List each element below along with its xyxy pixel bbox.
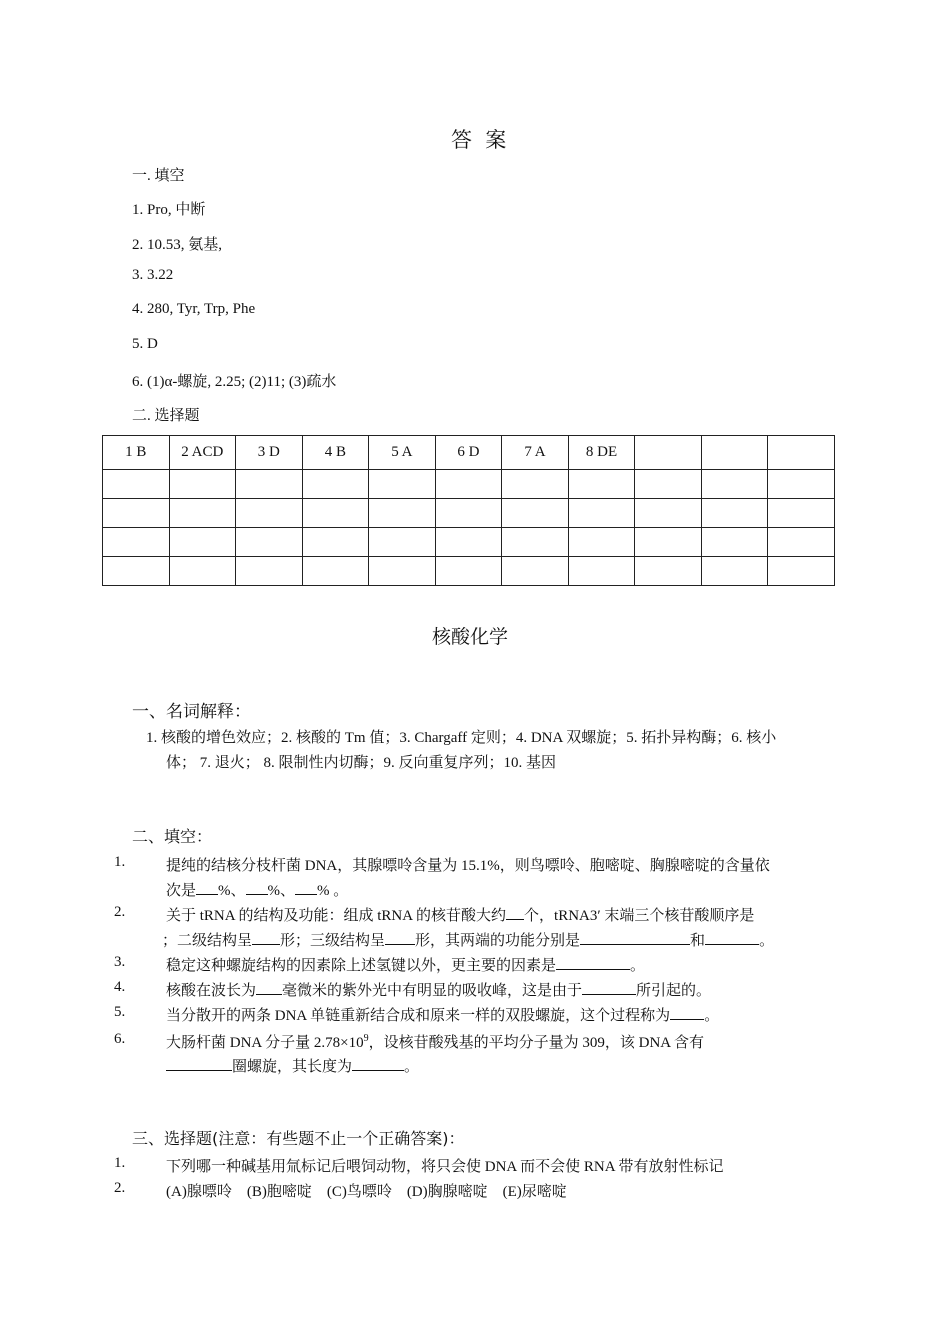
table-cell — [701, 470, 768, 499]
table-row — [103, 436, 835, 470]
fill-blank — [295, 879, 317, 895]
fill-q6-sup: 9 — [363, 1033, 369, 1044]
section2-heading: 二. 选择题 — [132, 408, 200, 424]
table-cell — [701, 557, 768, 586]
choice-q2-number: 2. — [114, 1180, 126, 1196]
table-cell — [502, 528, 569, 557]
table-cell — [635, 557, 702, 586]
part1-heading: 一、名词解释： — [132, 702, 251, 722]
table-cell — [768, 436, 835, 470]
answer-item-6: 6. (1)α-螺旋, 2.25; (2)11; (3)疏水 — [132, 374, 337, 390]
table-cell — [635, 499, 702, 528]
fill-q4-text-a: 核酸在波长为 — [166, 983, 257, 999]
choice-answer-table — [102, 435, 835, 586]
table-cell: 7 A — [502, 436, 569, 470]
fill-blank — [246, 879, 268, 895]
fill-blank — [705, 929, 759, 945]
table-row — [103, 499, 835, 528]
table-cell — [768, 528, 835, 557]
fill-q2-line1 — [166, 904, 754, 925]
fill-q1-line2 — [166, 879, 348, 900]
fill-q3-text-b: 。 — [630, 958, 646, 974]
fill-q2-text-c: ；二级结构呈 — [162, 933, 253, 949]
part1-line2: 体； 7. 退火； 8. 限制性内切酶；9. 反向重复序列；10. 基因 — [166, 755, 557, 771]
answer-item-5: 5. D — [132, 336, 158, 352]
table-cell — [103, 470, 170, 499]
section1-heading: 一. 填空 — [132, 168, 185, 184]
fill-q6-text-c: 圈螺旋，其长度为 — [232, 1059, 353, 1075]
answer-item-3: 3. 3.22 — [132, 267, 174, 283]
answer-item-4: 4. 280, Tyr, Trp, Phe — [132, 301, 256, 317]
fill-q2-text-b: 个，tRNA3′ 末端三个核苷酸顺序是 — [524, 908, 755, 924]
table-cell — [701, 436, 768, 470]
table-cell: 8 DE — [568, 436, 635, 470]
fill-q1-text-c: %、 — [267, 883, 296, 899]
table-cell: 1 B — [103, 436, 170, 470]
table-cell — [435, 499, 502, 528]
fill-q2-text-f: 和 — [690, 933, 706, 949]
answer-title: 答 案 — [451, 128, 511, 152]
table-cell — [502, 499, 569, 528]
fill-q5-number: 5. — [114, 1004, 126, 1020]
table-cell — [568, 528, 635, 557]
table-cell: 5 A — [369, 436, 436, 470]
fill-q2-line2 — [162, 929, 774, 950]
fill-q3-text-a: 稳定这种螺旋结构的因素除上述氢键以外，更主要的因素是 — [166, 958, 557, 974]
answer-item-1: 1. Pro, 中断 — [132, 202, 206, 218]
part1-line1: 1. 核酸的增色效应；2. 核酸的 Tm 值；3. Chargaff 定则；4. DNA 双螺旋；5. 拓扑异构酶；6. 核小 — [146, 730, 777, 746]
table-cell — [169, 499, 236, 528]
table-cell — [568, 470, 635, 499]
fill-q4-text-b: 毫微米的紫外光中有明显的吸收峰，这是由于 — [282, 983, 583, 999]
table-cell — [236, 557, 303, 586]
fill-blank — [582, 979, 636, 995]
table-cell — [236, 528, 303, 557]
chapter-title: 核酸化学 — [432, 626, 509, 648]
fill-q6-text-a: 大肠杆菌 DNA 分子量 2.78×10 — [166, 1035, 364, 1051]
fill-q3-number: 3. — [114, 954, 126, 970]
fill-q6-number: 6. — [114, 1031, 126, 1047]
table-cell: 2 ACD — [169, 436, 236, 470]
table-cell — [103, 557, 170, 586]
fill-blank — [556, 954, 630, 970]
table-cell — [302, 528, 369, 557]
fill-q5-text-b: 。 — [704, 1008, 720, 1024]
table-cell — [435, 470, 502, 499]
fill-blank — [252, 929, 280, 945]
fill-q1-text-a: 次是 — [166, 883, 197, 899]
fill-blank — [385, 929, 415, 945]
table-cell — [236, 470, 303, 499]
choice-q1-text: 下列哪一种碱基用氚标记后喂饲动物，将只会使 DNA 而不会使 RNA 带有放射性标记 — [166, 1159, 724, 1175]
table-cell — [169, 557, 236, 586]
table-row — [103, 470, 835, 499]
table-cell: 3 D — [236, 436, 303, 470]
table-cell — [435, 528, 502, 557]
fill-blank — [196, 879, 218, 895]
table-cell — [502, 557, 569, 586]
fill-q1-line1: 提纯的结核分枝杆菌 DNA，其腺嘌呤含量为 15.1%，则鸟嘌呤、胞嘧啶、胸腺嘧啶的含量依 — [166, 858, 770, 874]
fill-q6-line2 — [166, 1055, 419, 1076]
fill-blank — [256, 979, 282, 995]
choice-q1-number: 1. — [114, 1155, 126, 1171]
table-cell — [369, 557, 436, 586]
table-cell — [768, 470, 835, 499]
fill-q2-text-a: 关于 tRNA 的结构及功能：组成 tRNA 的核苷酸大约 — [166, 908, 507, 924]
fill-q6-text-b: ，设核苷酸残基的平均分子量为 309，该 DNA 含有 — [368, 1035, 705, 1051]
table-cell — [701, 499, 768, 528]
table-cell — [103, 499, 170, 528]
table-cell — [369, 499, 436, 528]
choice-q2-options: (A)腺嘌呤 (B)胞嘧啶 (C)鸟嘌呤 (D)胸腺嘧啶 (E)尿嘧啶 — [166, 1184, 567, 1200]
table-cell — [302, 470, 369, 499]
table-cell — [701, 528, 768, 557]
fill-blank — [352, 1055, 404, 1071]
table-cell — [369, 528, 436, 557]
table-cell — [369, 470, 436, 499]
table-cell — [169, 470, 236, 499]
table-cell — [768, 499, 835, 528]
part2-heading: 二、填空： — [132, 827, 213, 846]
answer-item-2: 2. 10.53, 氨基, — [132, 237, 223, 253]
table-cell — [502, 470, 569, 499]
fill-blank — [580, 929, 690, 945]
fill-q4-number: 4. — [114, 979, 126, 995]
fill-q1-text-d: % 。 — [317, 883, 349, 899]
table-cell — [635, 436, 702, 470]
fill-q2-number: 2. — [114, 904, 126, 920]
table-cell — [568, 499, 635, 528]
table-cell — [302, 499, 369, 528]
table-row — [103, 528, 835, 557]
table-cell: 4 B — [302, 436, 369, 470]
table-cell — [435, 557, 502, 586]
table-cell — [768, 557, 835, 586]
fill-q3-line — [166, 954, 645, 975]
fill-q6-text-d: 。 — [404, 1059, 420, 1075]
fill-q4-text-c: 所引起的。 — [636, 983, 712, 999]
table-cell — [169, 528, 236, 557]
fill-q5-line — [166, 1004, 719, 1025]
table-cell — [236, 499, 303, 528]
fill-blank — [166, 1055, 232, 1071]
table-cell — [103, 528, 170, 557]
fill-q2-text-d: 形；三级结构呈 — [280, 933, 386, 949]
fill-q1-number: 1. — [114, 854, 126, 870]
table-cell: 6 D — [435, 436, 502, 470]
fill-q2-text-g: 。 — [759, 933, 775, 949]
fill-q5-text-a: 当分散开的两条 DNA 单链重新结合成和原来一样的双股螺旋，这个过程称为 — [166, 1008, 671, 1024]
table-cell — [635, 528, 702, 557]
fill-blank — [506, 904, 524, 920]
table-cell — [568, 557, 635, 586]
fill-q1-text-b: %、 — [218, 883, 246, 899]
part3-heading: 三、选择题(注意：有些题不止一个正确答案)： — [132, 1129, 465, 1148]
fill-q4-line — [166, 979, 711, 1000]
table-cell — [635, 470, 702, 499]
fill-q2-text-e: 形，其两端的功能分别是 — [415, 933, 581, 949]
fill-q6-line1 — [166, 1031, 704, 1052]
table-row — [103, 557, 835, 586]
fill-blank — [670, 1004, 704, 1020]
table-cell — [302, 557, 369, 586]
